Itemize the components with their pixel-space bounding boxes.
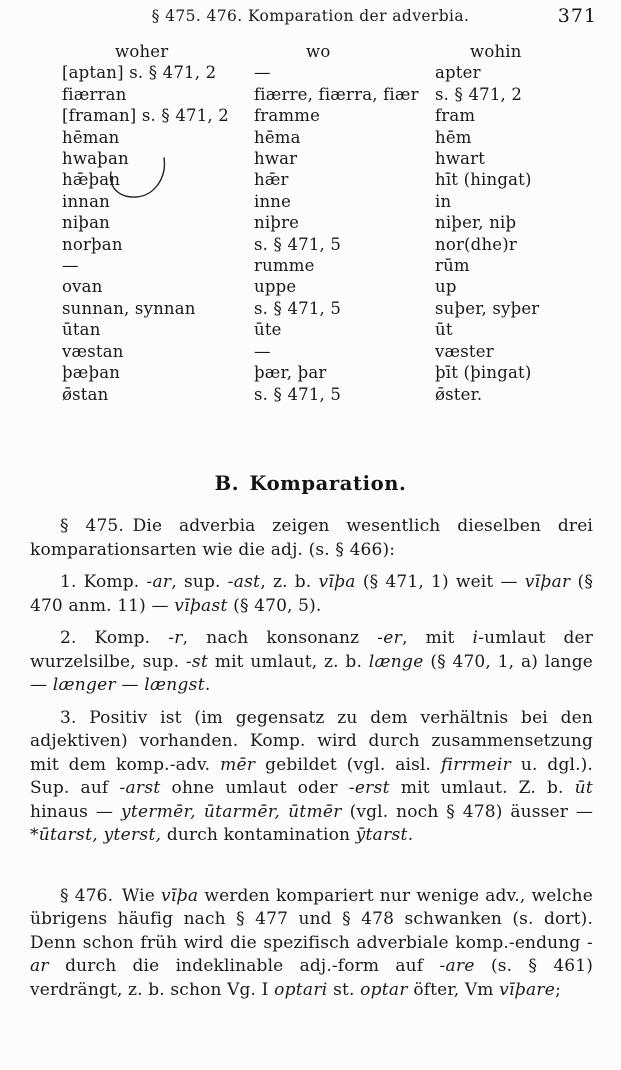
text-run: . [204,675,211,695]
italic-term: vīþast [174,595,228,616]
table-cell: sunnan, synnan [62,298,196,318]
text-run: durch kontamination [161,825,356,845]
italic-term: -st [185,651,209,672]
text-run: (s. § 461) verdrängt, z. b. schon Vg. I [30,956,594,1000]
column-header: woher [115,42,169,61]
table-cell: uppe [254,277,297,297]
text-run: hinaus — [30,801,121,822]
page-number: 371 [557,5,597,27]
table-cell: innan [62,191,110,211]
text-run: 2. Komp. [60,628,169,648]
italic-term: ȳtarst [355,825,408,845]
text-run: st. [327,979,361,1000]
table-cell: fiærre, fiærra, fiær [254,84,419,104]
table-cell: fram [435,106,476,126]
table-cell: hīt (hingat) [435,170,532,190]
table-cell: ø̄stan [62,384,109,404]
table-cell: s. § 471, 5 [254,234,342,254]
text-run: § 476. Wie [60,885,162,906]
table-cell: ūtan [62,320,101,340]
text-run: . [407,825,414,845]
table-cell: framme [254,106,321,126]
table-cell: [framan] s. § 471, 2 [62,106,229,126]
table-cell: suþer, syþer [435,298,540,318]
italic-term: længer [52,675,116,695]
italic-term: -ar [30,932,593,976]
text-run: mit umlaut. Z. b. [389,778,575,798]
italic-term: -are [439,956,475,976]
table-cell: hǣr [254,170,289,190]
paragraph-475-item1 [30,571,593,618]
table-cell: hwar [254,149,298,169]
text-run: ohne umlaut oder [160,778,349,798]
text-run: (§ 471, 1) weit — [355,572,525,592]
body-text [30,515,593,1002]
section-heading: B. Komparation. [214,472,407,495]
table-cell: up [435,277,457,297]
italic-term: -ast [227,572,261,592]
text-run: öfter, Vm [407,979,500,1000]
table-cell: niþer, niþ [435,213,517,233]
table-cell: hwaþan [62,149,129,169]
italic-term: vīþare [499,979,556,1000]
paragraph-476 [30,885,593,1003]
italic-term: -ar [146,572,172,592]
italic-term: -arst [119,778,161,798]
paragraph-475-item2 [30,627,593,698]
text-run: , mit [402,628,473,648]
table-cell: þæþan [62,363,121,383]
table-cell: hēm [435,127,472,147]
table-cell: hēman [62,127,120,147]
table-cell: — [254,341,271,361]
table-cell: norþan [62,234,123,254]
italic-term: -er [377,628,403,648]
table-cell: hēma [254,127,301,147]
text-run: u. dgl.). Sup. auf [30,754,593,798]
italic-term: optari [274,979,328,1000]
italic-term: -r [168,628,183,648]
text-run: durch die indeklinable adj.-form auf [48,956,440,976]
italic-term: ūt [574,778,594,798]
italic-term: optar [360,979,408,1000]
table-cell: væster [435,341,494,361]
table-cell: s. § 471, 2 [435,84,523,104]
table-cell: rūm [435,256,470,276]
text-run: (vgl. noch § 478) äusser — [341,801,593,822]
table-cell: niþre [254,213,300,233]
adverb-table [62,41,611,405]
italic-term: -erst [348,778,390,798]
italic-term: ytermēr, ūtarmēr, ūtmēr [120,801,342,822]
text-run: (§ 470, 1, a) lange — [30,651,593,695]
text-run: — [115,675,145,695]
text-run: , nach konsonanz [182,628,378,648]
text-run: § 475. Die adverbia zeigen wesentlich dieselben drei komparationsarten wie die adj. (s. § 466): [30,516,593,560]
table-cell: væstan [62,341,124,361]
text-run: (§ 470 anm. 11) — [30,572,593,616]
table-cell: þīt (þingat) [435,363,532,383]
text-run: ; [555,979,562,1000]
italic-term: i [472,628,479,648]
paragraph-475-item3 [30,707,593,848]
table-cell: þær, þar [254,363,327,383]
table-cell: nor(dhe)r [435,234,517,254]
italic-term: vīþa [318,572,356,592]
table-cell: — [254,63,271,83]
table-cell: hǣþan [62,170,121,190]
table-cell: s. § 471, 5 [254,384,342,404]
italic-term: længe [368,651,424,672]
table-cell: ovan [62,277,103,297]
text-run: gebildet (vgl. aisl. [255,754,441,775]
text-run: werden kompariert nur wenige adv., welche übrigens häufig nach § 477 und § 478 schwanken (s. dort). Denn schon früh wird die spezifisch adverbiale komp.-endung [30,885,593,953]
italic-term: firrmeir [440,754,512,775]
running-header [0,7,621,31]
italic-term: vīþa [161,885,199,906]
italic-term: *ūtarst, yterst, [30,825,162,845]
text-run: -umlaut der wurzelsilbe, sup. [30,628,593,672]
table-cell: ūt [435,320,453,340]
table-cell: fiærran [62,84,127,104]
table-cell: ø̄ster. [435,384,483,404]
italic-term: mēr [220,754,256,775]
italic-term: længst [144,675,205,695]
table-cell: [aptan] s. § 471, 2 [62,63,217,83]
text-run: 3. Positiv ist (im gegensatz zu dem verhältnis bei den adjektiven) vorhanden. Komp. wird durch zusammensetzung mit dem komp.-adv. [30,707,593,775]
italic-term: vīþar [524,572,571,592]
table-cell: niþan [62,213,110,233]
table-cell: rumme [254,256,315,276]
text-run: 1. Komp. [60,572,147,592]
table-cell: hwart [435,149,486,169]
table-cell: s. § 471, 5 [254,298,342,318]
paragraph-475-intro [30,515,593,562]
table-cell: in [435,191,452,211]
column-header: wohin [470,42,522,61]
text-run: , z. b. [260,572,319,592]
table-cell: apter [435,63,481,83]
running-header-title: § 475. 476. Komparation der adverbia. [151,7,470,25]
table-cell: ūte [254,320,282,340]
text-run: (§ 470, 5). [227,595,322,616]
text-run: mit umlaut, z. b. [208,651,369,672]
table-cell: — [62,256,79,276]
table-cell: inne [254,191,292,211]
column-header: wo [306,42,331,61]
text-run: , sup. [171,572,228,592]
